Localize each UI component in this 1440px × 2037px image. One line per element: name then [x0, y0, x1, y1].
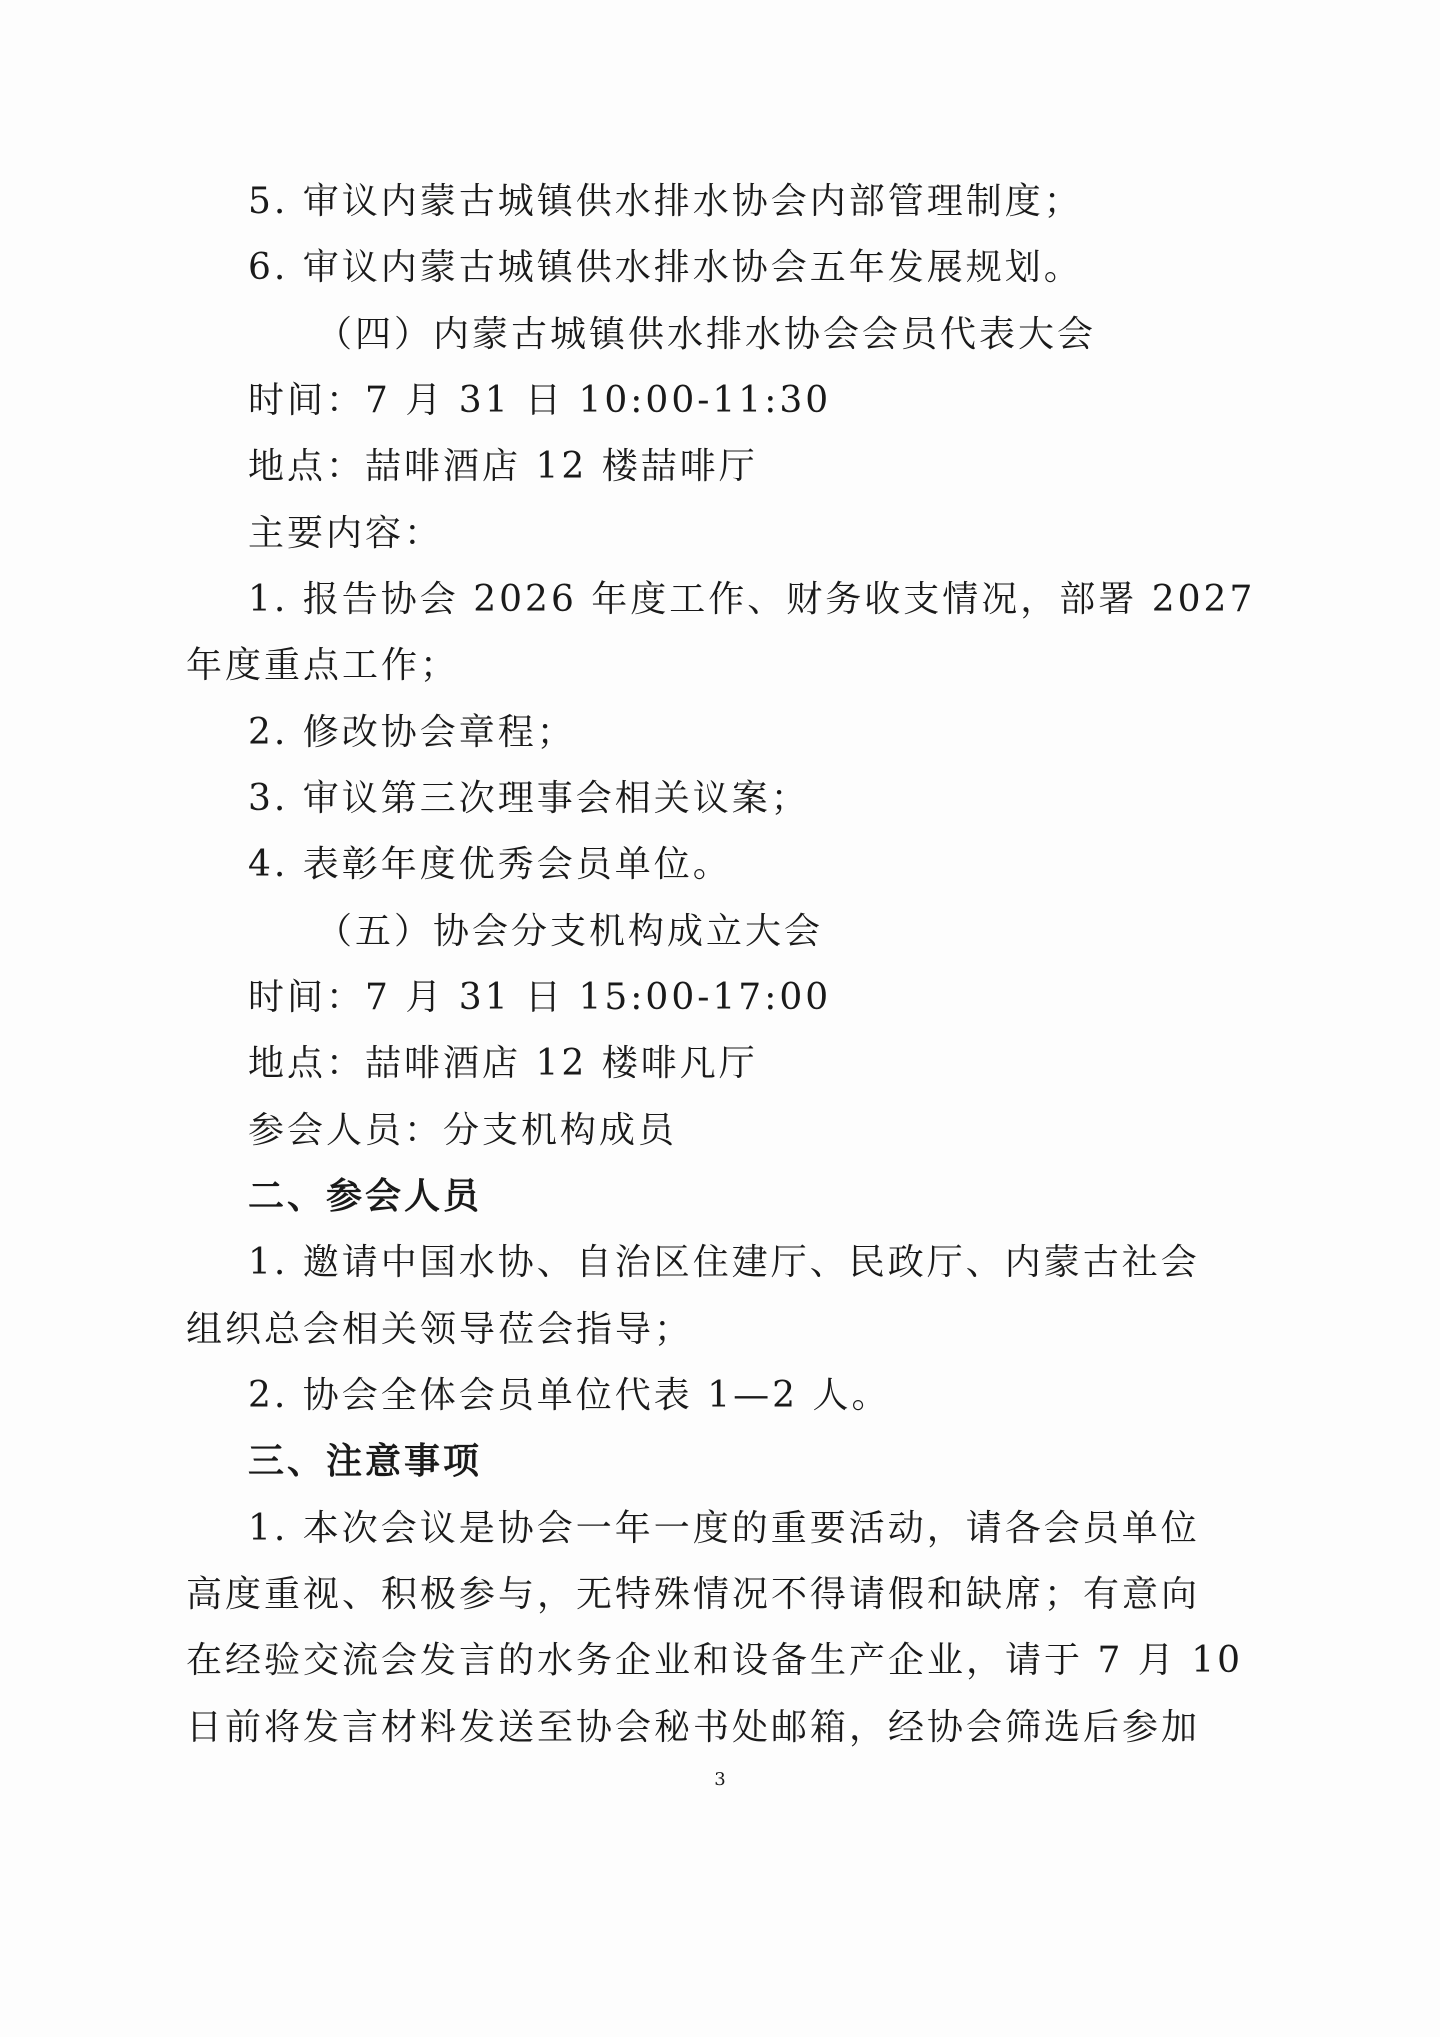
- heading-attendees: 二、参会人员: [248, 1176, 483, 1217]
- agenda-item-6: 6. 审议内蒙古城镇供水排水协会五年发展规划。: [248, 247, 1083, 288]
- section-4-content-label: 主要内容：: [248, 513, 444, 554]
- notes-item-1-line-3: 在经验交流会发言的水务企业和设备生产企业，请于 7 月 10: [186, 1640, 1244, 1681]
- heading-notes: 三、注意事项: [248, 1441, 483, 1482]
- agenda-item-5: 5. 审议内蒙古城镇供水排水协会内部管理制度；: [248, 181, 1083, 222]
- notes-item-1-line-2: 高度重视、积极参与，无特殊情况不得请假和缺席；有意向: [186, 1574, 1201, 1615]
- attendees-item-1: 1. 邀请中国水协、自治区住建厅、民政厅、内蒙古社会: [248, 1242, 1200, 1283]
- content-item-2: 2. 修改协会章程；: [248, 712, 576, 753]
- attendees-item-2: 2. 协会全体会员单位代表 1—2 人。: [248, 1375, 891, 1416]
- section-4-time: 时间：7 月 31 日 10:00-11:30: [248, 380, 832, 421]
- section-4-heading: （四）内蒙古城镇供水排水协会会员代表大会: [316, 314, 1097, 355]
- content-item-1: 1. 报告协会 2026 年度工作、财务收支情况，部署 2027: [248, 579, 1256, 620]
- section-5-location: 地点：喆啡酒店 12 楼啡凡厅: [248, 1043, 758, 1084]
- page-number: 3: [714, 1769, 726, 1790]
- content-item-4: 4. 表彰年度优秀会员单位。: [248, 844, 732, 885]
- attendees-item-1-continued: 组织总会相关领导莅会指导；: [186, 1309, 694, 1350]
- section-5-time: 时间：7 月 31 日 15:00-17:00: [248, 977, 832, 1018]
- content-item-3: 3. 审议第三次理事会相关议案；: [248, 778, 810, 819]
- section-4-location: 地点：喆啡酒店 12 楼喆啡厅: [248, 446, 758, 487]
- notes-item-1-line-4: 日前将发言材料发送至协会秘书处邮箱，经协会筛选后参加: [186, 1707, 1201, 1748]
- notes-item-1: 1. 本次会议是协会一年一度的重要活动，请各会员单位: [248, 1508, 1200, 1549]
- section-5-heading: （五）协会分支机构成立大会: [316, 911, 824, 952]
- section-5-attendees: 参会人员：分支机构成员: [248, 1110, 678, 1151]
- content-item-1-continued: 年度重点工作；: [186, 645, 460, 686]
